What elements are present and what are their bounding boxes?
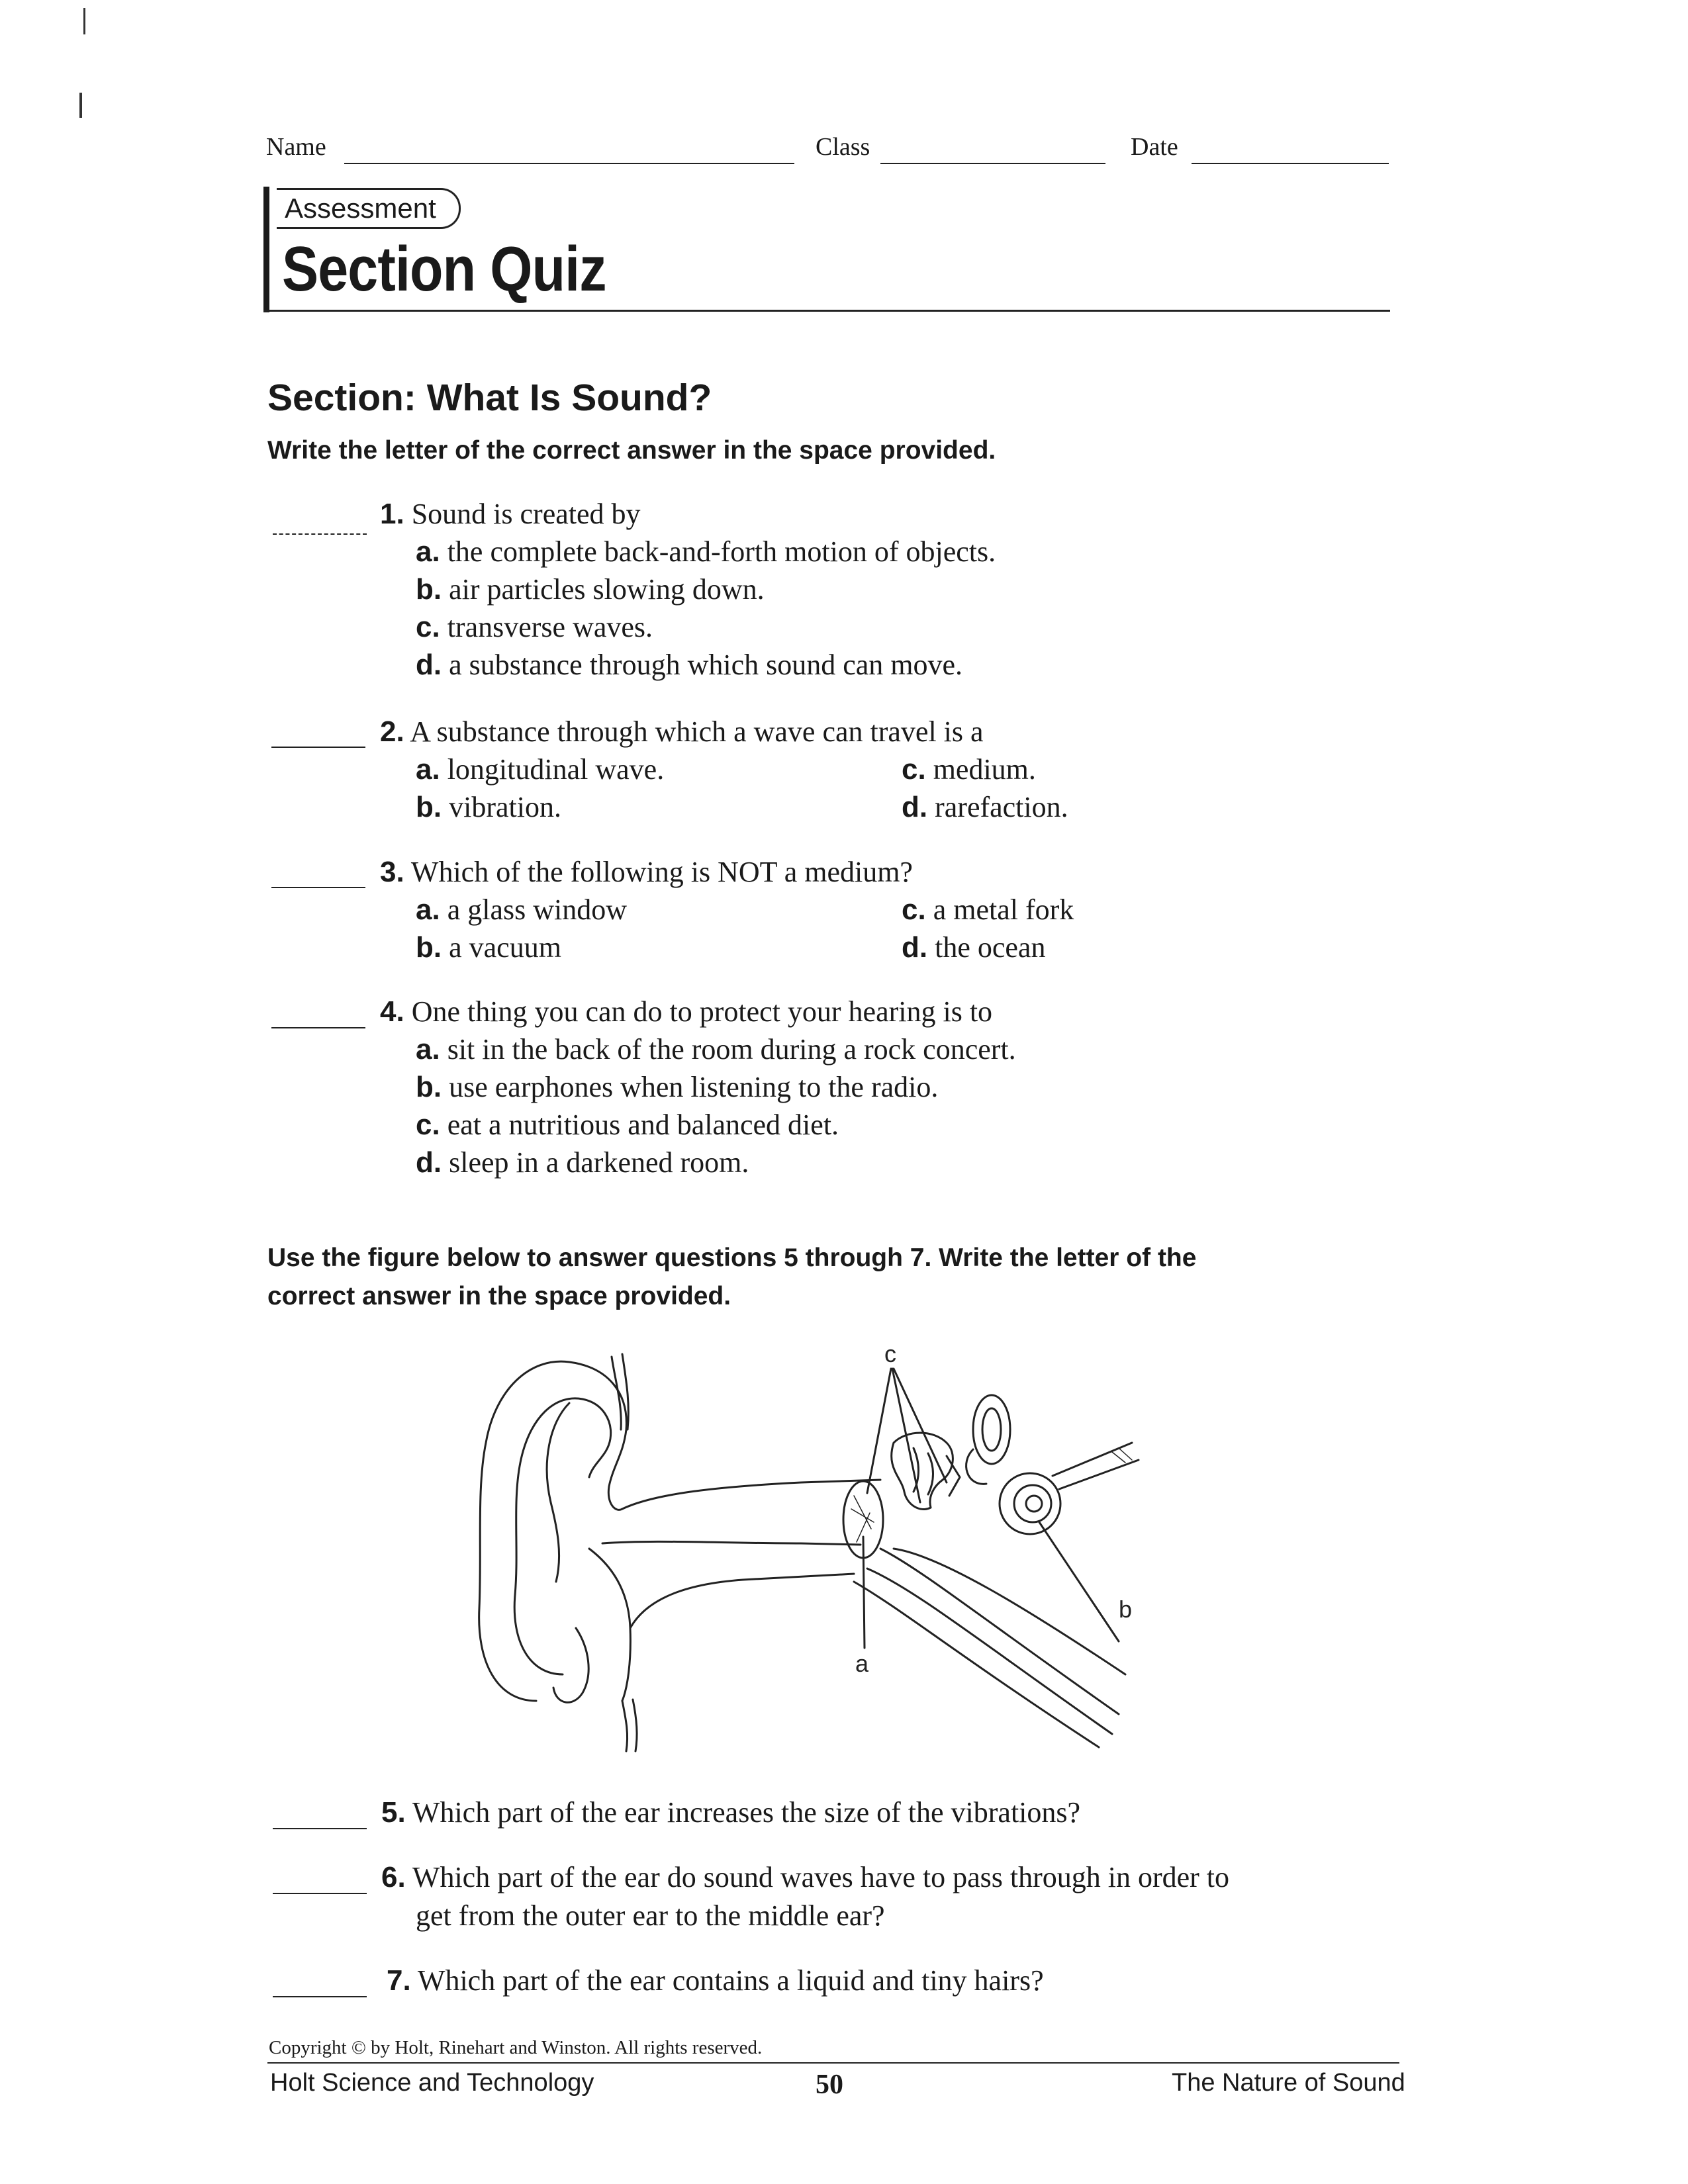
question-3: 3. Which of the following is NOT a medium?	[380, 856, 913, 888]
question-7: 7. Which part of the ear contains a liquid and tiny hairs?	[387, 1964, 1044, 1997]
question-4: 4. One thing you can do to protect your hearing is to	[380, 995, 993, 1028]
cochlea-mid	[1014, 1485, 1051, 1522]
semicircular-canal-1	[973, 1395, 1010, 1464]
canal-lower-wall	[630, 1574, 854, 1628]
option-4a: a. sit in the back of the room during a rock concert.	[416, 1033, 1016, 1066]
answer-blank-1[interactable]	[273, 533, 367, 535]
pinna-inner	[514, 1398, 610, 1674]
publisher-name: Holt Science and Technology	[270, 2069, 594, 2097]
question-6: 6. Which part of the ear do sound waves have to pass through in order to	[381, 1861, 1230, 1893]
cochlea-inner	[1026, 1496, 1042, 1512]
option-1b: b. air particles slowing down.	[416, 573, 765, 606]
answer-blank-4[interactable]	[271, 1027, 365, 1028]
name-label: Name	[266, 133, 326, 161]
page-number: 50	[816, 2070, 843, 2100]
pointer-c-3	[894, 1369, 947, 1482]
question-6-continued: get from the outer ear to the middle ear?	[416, 1899, 885, 1932]
assessment-badge: Assessment	[277, 188, 461, 229]
auditory-nerve	[1053, 1443, 1139, 1489]
semicircular-canal-3	[966, 1449, 986, 1484]
pointer-b	[1039, 1522, 1119, 1641]
title-underline	[263, 310, 1390, 312]
instruction-text: Write the letter of the correct answer in the space provided.	[267, 436, 996, 465]
option-2d: d. rarefaction.	[902, 791, 1068, 823]
eustachian-tube-top	[880, 1549, 1119, 1714]
question-number: 1.	[380, 498, 404, 530]
option-1d: d. a substance through which sound can move.	[416, 649, 963, 681]
option-1a: a. the complete back-and-forth motion of objects.	[416, 535, 996, 568]
ear-canal-top	[622, 1480, 880, 1509]
eustachian-tube-bottom	[854, 1582, 1099, 1747]
lobe-curl	[553, 1628, 588, 1702]
option-4b: b. use earphones when listening to the radio.	[416, 1071, 939, 1103]
ear-diagram	[457, 1330, 1152, 1760]
question-2: 2. A substance through which a wave can travel is a	[380, 715, 984, 748]
ossicles-shape	[892, 1433, 953, 1510]
figure-label-b: b	[1119, 1596, 1133, 1623]
name-line	[344, 163, 794, 164]
option-3c: c. a metal fork	[902, 893, 1074, 926]
pinna-fold	[547, 1403, 569, 1582]
pointer-c-1	[867, 1369, 891, 1493]
question-text: Sound is created by	[411, 498, 641, 530]
option-1c: c. transverse waves.	[416, 611, 653, 643]
lobe-strand-2	[633, 1700, 637, 1751]
answer-blank-7[interactable]	[273, 1996, 367, 1997]
scan-mark	[79, 93, 82, 118]
option-2b: b. vibration.	[416, 791, 561, 823]
title-bar	[263, 187, 269, 312]
answer-blank-3[interactable]	[271, 887, 365, 888]
scan-mark	[83, 8, 85, 34]
eardrum-lines	[851, 1496, 874, 1542]
footer-rule	[267, 2062, 1399, 2064]
date-line	[1192, 163, 1389, 164]
copyright-notice: Copyright © by Holt, Rinehart and Winston. All rights reserved.	[269, 2037, 763, 2058]
option-2c: c. medium.	[902, 753, 1036, 786]
pointer-c-2	[892, 1369, 920, 1502]
date-label: Date	[1131, 133, 1178, 161]
option-4d: d. sleep in a darkened room.	[416, 1146, 749, 1179]
pointer-a	[863, 1537, 865, 1648]
eustachian-tube-top-2	[894, 1549, 1125, 1674]
chapter-name: The Nature of Sound	[1172, 2069, 1405, 2097]
answer-blank-6[interactable]	[273, 1893, 367, 1894]
figure-instruction: Use the figure below to answer questions 5 through 7. Write the letter of the correct answer in the space provided.	[267, 1244, 1197, 1310]
class-line	[880, 163, 1105, 164]
option-2a: a. longitudinal wave.	[416, 753, 665, 786]
class-label: Class	[816, 133, 870, 161]
section-heading: Section: What Is Sound?	[267, 377, 712, 419]
answer-blank-5[interactable]	[273, 1828, 367, 1829]
ear-canal-bottom	[589, 1541, 861, 1701]
option-3b: b. a vacuum	[416, 931, 561, 964]
semicircular-canal-2	[982, 1408, 1001, 1451]
question-5: 5. Which part of the ear increases the size of the vibrations?	[381, 1796, 1081, 1829]
option-3a: a. a glass window	[416, 893, 628, 926]
figure-label-c: c	[884, 1340, 896, 1367]
page-title: Section Quiz	[282, 234, 606, 304]
figure-label-a: a	[855, 1650, 869, 1677]
answer-blank-2[interactable]	[271, 747, 365, 748]
helix-strand-2	[622, 1354, 628, 1430]
eustachian-tube-mid	[867, 1569, 1112, 1734]
option-3d: d. the ocean	[902, 931, 1046, 964]
option-4c: c. eat a nutritious and balanced diet.	[416, 1109, 839, 1141]
lobe-strand-1	[622, 1701, 628, 1751]
question-1	[380, 495, 641, 533]
